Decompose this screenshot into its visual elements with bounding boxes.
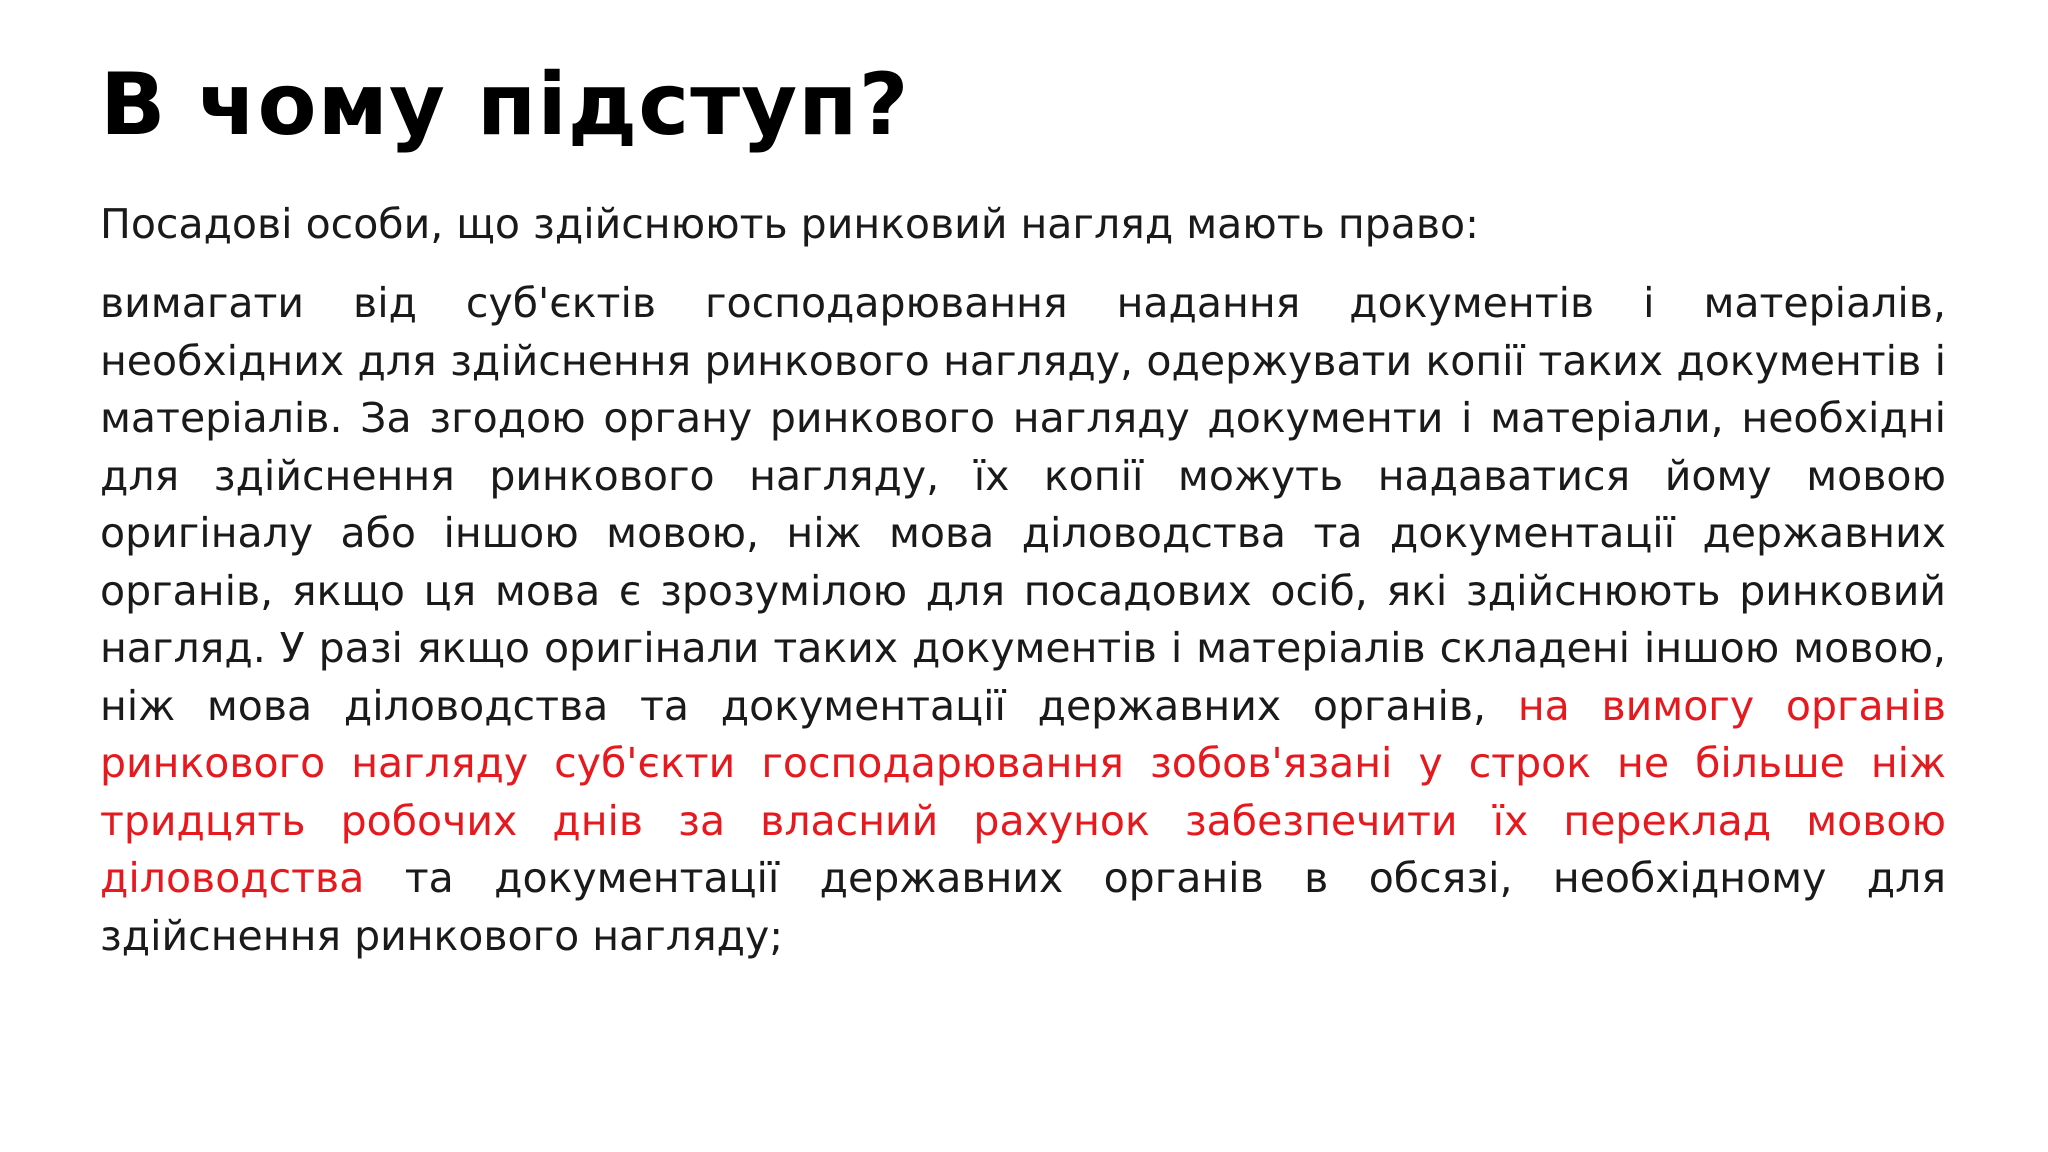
body-text-highlight: на вимогу органів ринкового нагляду суб'єкти господарювання зобов'язані у строк не більше ніж тридцять робочих днів за власний рахунок забезпечити їх переклад мовою діловодства <box>100 681 1946 902</box>
slide-title: В чому підступ? <box>100 55 910 155</box>
body-text-after: та документації державних органів в обсязі, необхідному для здійснення ринкового нагляду; <box>100 854 1946 960</box>
slide <box>100 0 1948 1152</box>
lead-text: Посадові особи, що здійснюють ринковий нагляд мають право: <box>100 200 1479 248</box>
body-paragraph <box>100 275 1946 965</box>
body-text-before: вимагати від суб'єктів господарювання надання документів і матеріалів, необхідних для здійснення ринкового нагляду, одержувати копії таких документів і матеріалів. За згодою органу ринкового нагляду документи і матеріали, необхідні для здійснення ринкового нагляду, їх копії можуть надаватися йому мовою оригіналу або іншою мовою, ніж мова діловодства та документації державних органів, якщо ця мова є зрозумілою для посадових осіб, які здійснюють ринковий нагляд. У разі якщо оригінали таких документів і матеріалів складені іншою мовою, ніж мова діловодства та документації державних органів, <box>100 279 1946 730</box>
